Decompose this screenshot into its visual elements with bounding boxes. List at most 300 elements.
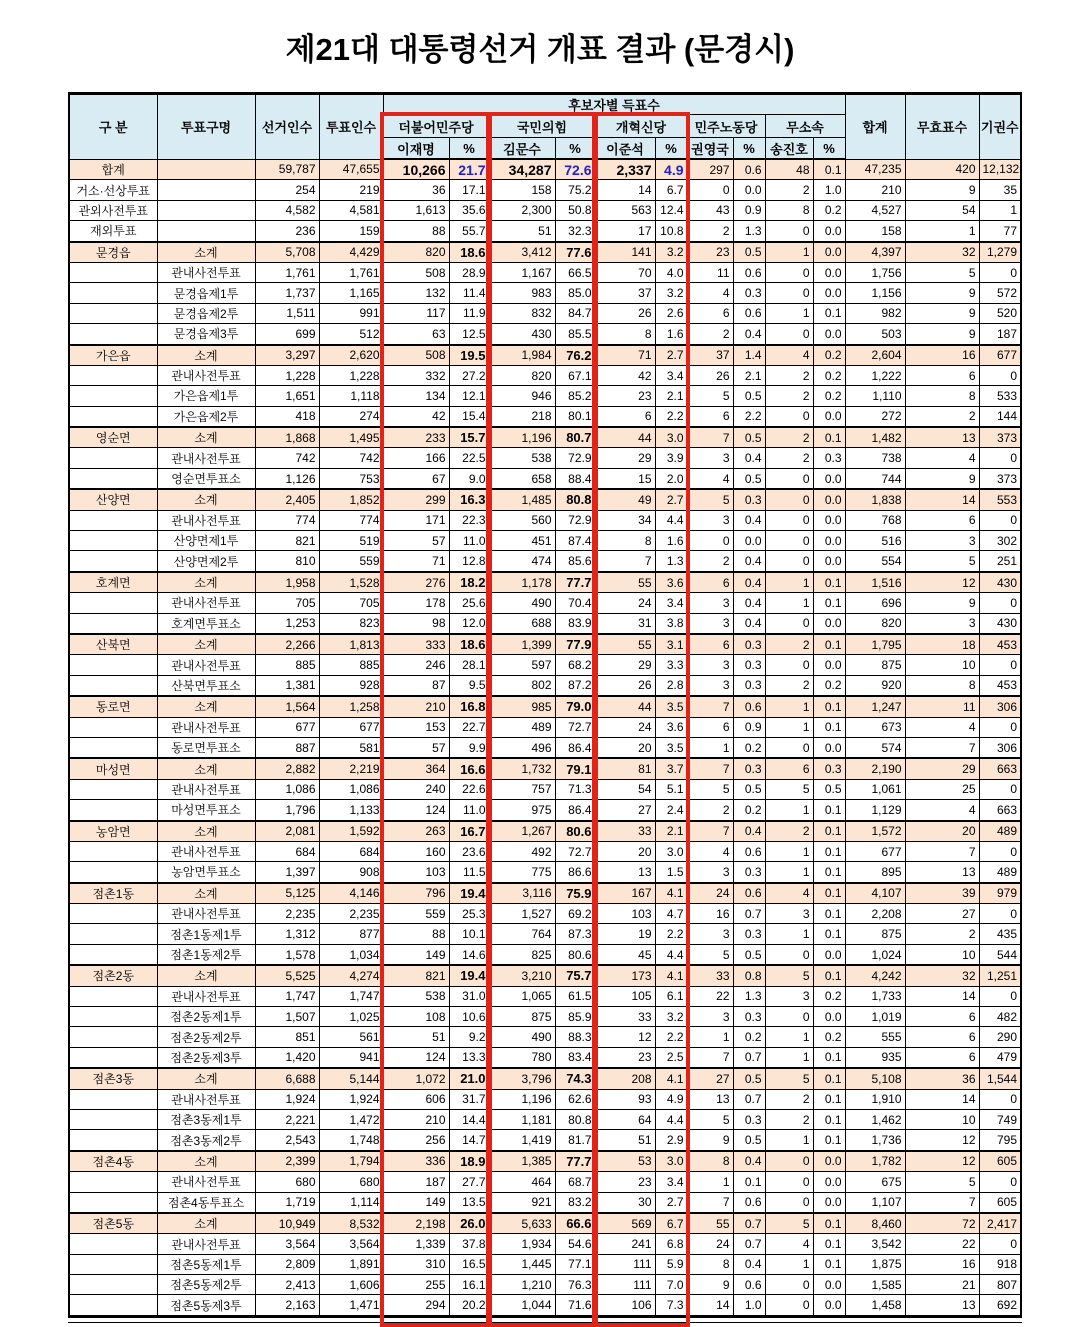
- cell-kms-votes: 802: [489, 675, 555, 696]
- cell-kyg-votes: 27: [687, 1068, 733, 1089]
- cell-abstentions: 0: [979, 448, 1021, 468]
- cell-kyg-votes: 7: [687, 1192, 733, 1213]
- cell-kyg-pct: 0.3: [733, 924, 765, 944]
- cell-sjh-votes: 5: [765, 779, 813, 799]
- cell-kyg-votes: 4: [687, 468, 733, 489]
- cell-group: [69, 717, 157, 737]
- cell-sjh-pct: 0.0: [813, 1295, 845, 1316]
- cell-ljs-pct: 3.4: [655, 593, 687, 613]
- cell-ljs-votes: 103: [595, 904, 655, 924]
- cell-kms-votes: 1,445: [489, 1254, 555, 1274]
- cell-ljm-pct: 21.0: [449, 1068, 489, 1089]
- cell-kms-pct: 70.4: [555, 593, 595, 613]
- cell-electors: 705: [255, 593, 319, 613]
- cell-sjh-votes: 0: [765, 1192, 813, 1213]
- cell-total-votes: 158: [845, 221, 905, 242]
- cell-kyg-votes: 1: [687, 1027, 733, 1047]
- cell-abstentions: 251: [979, 551, 1021, 572]
- cell-ljs-pct: 7.3: [655, 1295, 687, 1316]
- cell-kyg-votes: 8: [687, 1254, 733, 1274]
- cell-ljm-votes: 276: [383, 572, 449, 593]
- cell-station: 관내사전투표: [157, 262, 255, 282]
- cell-sjh-votes: 4: [765, 883, 813, 904]
- cell-kyg-votes: 2: [687, 221, 733, 242]
- cell-kms-pct: 50.8: [555, 200, 595, 220]
- cell-kyg-votes: 7: [687, 696, 733, 717]
- cell-sjh-votes: 0: [765, 1295, 813, 1316]
- cell-station: 점촌3동제2투: [157, 1130, 255, 1151]
- cell-electors: 677: [255, 717, 319, 737]
- cell-invalid-votes: 25: [905, 779, 979, 799]
- cell-sjh-votes: 0: [765, 1007, 813, 1027]
- cell-total-votes: 1,736: [845, 1130, 905, 1151]
- cell-invalid-votes: 3: [905, 531, 979, 551]
- cell-group: [69, 1192, 157, 1213]
- cell-kyg-votes: 7: [687, 427, 733, 448]
- cell-ljm-votes: 42: [383, 406, 449, 427]
- cell-electors: 2,543: [255, 1130, 319, 1151]
- cell-ljm-votes: 124: [383, 800, 449, 821]
- cell-voters: 1,165: [319, 283, 383, 303]
- cell-kyg-pct: 0.0: [733, 531, 765, 551]
- cell-station: 점촌5동제2투: [157, 1275, 255, 1295]
- cell-kms-votes: 1,178: [489, 572, 555, 593]
- cell-kyg-pct: 0.8: [733, 965, 765, 986]
- cell-total-votes: 1,838: [845, 489, 905, 510]
- cell-kms-votes: 490: [489, 1027, 555, 1047]
- table-row: [69, 468, 1021, 489]
- cell-abstentions: 0: [979, 510, 1021, 530]
- table-row: [69, 924, 1021, 944]
- cell-ljs-votes: 55: [595, 572, 655, 593]
- cell-total-votes: 677: [845, 841, 905, 861]
- cell-sjh-votes: 2: [765, 1089, 813, 1109]
- cell-group: [69, 944, 157, 965]
- cell-station: 관내사전투표: [157, 986, 255, 1006]
- cell-kms-votes: 757: [489, 779, 555, 799]
- cell-ljm-pct: 18.2: [449, 572, 489, 593]
- cell-ljs-votes: 55: [595, 634, 655, 655]
- cell-ljs-pct: 5.1: [655, 779, 687, 799]
- cell-kms-pct: 86.4: [555, 737, 595, 758]
- cell-kms-votes: 538: [489, 448, 555, 468]
- cell-ljm-pct: 16.3: [449, 489, 489, 510]
- cell-total-votes: 555: [845, 1027, 905, 1047]
- cell-kyg-pct: 0.3: [733, 1007, 765, 1027]
- cell-voters: 677: [319, 717, 383, 737]
- cell-electors: 887: [255, 737, 319, 758]
- cell-ljs-pct: 2.7: [655, 489, 687, 510]
- cell-ljs-votes: 8: [595, 324, 655, 345]
- cell-total-votes: 920: [845, 675, 905, 696]
- cell-ljs-votes: 42: [595, 365, 655, 385]
- cell-sjh-votes: 1: [765, 1027, 813, 1047]
- table-row: [69, 489, 1021, 510]
- cell-kyg-pct: 0.4: [733, 821, 765, 842]
- cell-sjh-votes: 0: [765, 613, 813, 634]
- cell-abstentions: 35: [979, 180, 1021, 200]
- table-row: [69, 1192, 1021, 1213]
- cell-kms-votes: 1,181: [489, 1109, 555, 1129]
- cell-group: [69, 655, 157, 675]
- cell-abstentions: 0: [979, 1234, 1021, 1254]
- cell-electors: 774: [255, 510, 319, 530]
- cell-station: 관내사전투표: [157, 1172, 255, 1192]
- cell-sjh-pct: 0.1: [813, 634, 845, 655]
- cell-total-votes: 982: [845, 303, 905, 323]
- cell-kms-votes: 5,633: [489, 1213, 555, 1234]
- cell-voters: 519: [319, 531, 383, 551]
- cell-ljm-pct: 10.6: [449, 1007, 489, 1027]
- cell-abstentions: 663: [979, 800, 1021, 821]
- cell-sjh-votes: 1: [765, 572, 813, 593]
- cell-kms-votes: 1,984: [489, 345, 555, 366]
- cell-voters: 823: [319, 613, 383, 634]
- cell-ljs-votes: 141: [595, 242, 655, 263]
- cell-ljs-votes: 15: [595, 468, 655, 489]
- cell-ljs-pct: 1.6: [655, 324, 687, 345]
- table-row: [69, 965, 1021, 986]
- cell-group: [69, 737, 157, 758]
- cell-ljs-pct: 3.6: [655, 572, 687, 593]
- cell-electors: 2,399: [255, 1151, 319, 1172]
- col-percent-3: %: [655, 138, 687, 160]
- cell-ljs-pct: 2.6: [655, 303, 687, 323]
- cell-electors: 3,564: [255, 1234, 319, 1254]
- cell-kms-pct: 81.7: [555, 1130, 595, 1151]
- cell-sjh-votes: 5: [765, 1213, 813, 1234]
- cell-voters: 4,581: [319, 200, 383, 220]
- cell-electors: 1,420: [255, 1047, 319, 1068]
- cell-invalid-votes: 5: [905, 262, 979, 282]
- cell-kms-pct: 71.6: [555, 1295, 595, 1316]
- cell-ljm-votes: 124: [383, 1047, 449, 1068]
- cell-group: [69, 510, 157, 530]
- cell-ljm-pct: 14.6: [449, 944, 489, 965]
- cell-sjh-pct: 1.0: [813, 180, 845, 200]
- col-invalid: 무효표수: [905, 94, 979, 160]
- cell-abstentions: 0: [979, 655, 1021, 675]
- cell-group: [69, 303, 157, 323]
- cell-invalid-votes: 10: [905, 944, 979, 965]
- cell-abstentions: 0: [979, 365, 1021, 385]
- cell-kyg-votes: 297: [687, 159, 733, 180]
- cell-ljs-pct: 3.1: [655, 634, 687, 655]
- cell-kms-votes: 1,167: [489, 262, 555, 282]
- table-row: [69, 221, 1021, 242]
- cell-ljs-pct: 4.4: [655, 510, 687, 530]
- cell-electors: 2,882: [255, 758, 319, 779]
- cell-sjh-votes: 0: [765, 324, 813, 345]
- cell-ljs-pct: 10.8: [655, 221, 687, 242]
- table-row: [69, 303, 1021, 323]
- table-row: [69, 551, 1021, 572]
- cell-sjh-votes: 0: [765, 1275, 813, 1295]
- cell-electors: 2,809: [255, 1254, 319, 1274]
- cell-total-votes: 1,222: [845, 365, 905, 385]
- cell-kyg-votes: 22: [687, 986, 733, 1006]
- cell-ljm-votes: 796: [383, 883, 449, 904]
- cell-voters: 512: [319, 324, 383, 345]
- cell-ljs-pct: 2.2: [655, 924, 687, 944]
- cell-station: 마성면투표소: [157, 800, 255, 821]
- cell-invalid-votes: 8: [905, 386, 979, 406]
- table-row: [69, 944, 1021, 965]
- cell-ljm-pct: 13.5: [449, 1192, 489, 1213]
- cell-station: 산양면제1투: [157, 531, 255, 551]
- cell-group: 점촌3동: [69, 1068, 157, 1089]
- cell-group: [69, 262, 157, 282]
- cell-kms-pct: 62.6: [555, 1089, 595, 1109]
- cell-ljs-pct: 2.2: [655, 406, 687, 427]
- cell-sjh-pct: 0.1: [813, 593, 845, 613]
- cell-invalid-votes: 13: [905, 862, 979, 883]
- cell-ljs-pct: 3.4: [655, 365, 687, 385]
- cell-ljs-votes: 23: [595, 386, 655, 406]
- cell-ljm-votes: 160: [383, 841, 449, 861]
- cell-kyg-pct: 0.4: [733, 572, 765, 593]
- cell-kyg-pct: 0.6: [733, 1192, 765, 1213]
- cell-ljm-pct: 22.3: [449, 510, 489, 530]
- cell-voters: 1,133: [319, 800, 383, 821]
- cell-kyg-votes: 2: [687, 551, 733, 572]
- cell-group: [69, 924, 157, 944]
- cell-ljs-pct: 4.1: [655, 965, 687, 986]
- cell-sjh-votes: 0: [765, 551, 813, 572]
- cell-invalid-votes: 12: [905, 1151, 979, 1172]
- cell-ljs-votes: 106: [595, 1295, 655, 1316]
- cell-kyg-pct: 1.0: [733, 1295, 765, 1316]
- cell-kms-pct: 69.2: [555, 904, 595, 924]
- cell-voters: 1,025: [319, 1007, 383, 1027]
- cell-ljm-votes: 256: [383, 1130, 449, 1151]
- cell-invalid-votes: 9: [905, 593, 979, 613]
- cell-kms-votes: 496: [489, 737, 555, 758]
- cell-ljs-pct: 3.7: [655, 758, 687, 779]
- cell-kms-pct: 77.1: [555, 1254, 595, 1274]
- cell-kms-votes: 489: [489, 717, 555, 737]
- cell-ljs-pct: 4.9: [655, 159, 687, 180]
- table-bottom-accounting-line: [68, 1322, 1022, 1323]
- cell-sjh-votes: 2: [765, 634, 813, 655]
- cell-abstentions: 918: [979, 1254, 1021, 1274]
- table-row: [69, 904, 1021, 924]
- cell-abstentions: 0: [979, 841, 1021, 861]
- cell-ljs-votes: 208: [595, 1068, 655, 1089]
- table-row: [69, 737, 1021, 758]
- cell-ljm-pct: 12.1: [449, 386, 489, 406]
- cell-group: [69, 1295, 157, 1316]
- cell-invalid-votes: 12: [905, 572, 979, 593]
- results-table-container: [68, 92, 1022, 1318]
- cell-sjh-pct: 0.0: [813, 242, 845, 263]
- cell-kyg-pct: 0.2: [733, 737, 765, 758]
- cell-kyg-pct: 0.6: [733, 696, 765, 717]
- cell-kyg-votes: 23: [687, 242, 733, 263]
- cell-kyg-votes: 5: [687, 1109, 733, 1129]
- cell-electors: 6,688: [255, 1068, 319, 1089]
- cell-total-votes: 1,024: [845, 944, 905, 965]
- cell-invalid-votes: 6: [905, 1007, 979, 1027]
- cell-kyg-votes: 13: [687, 1089, 733, 1109]
- cell-station: 농암면투표소: [157, 862, 255, 883]
- cell-electors: 5,125: [255, 883, 319, 904]
- cell-sjh-pct: 0.2: [813, 986, 845, 1006]
- cell-electors: 1,868: [255, 427, 319, 448]
- cell-electors: 3,297: [255, 345, 319, 366]
- cell-electors: 2,405: [255, 489, 319, 510]
- cell-sjh-pct: 0.1: [813, 1234, 845, 1254]
- cell-kyg-votes: 3: [687, 1007, 733, 1027]
- cell-electors: 851: [255, 1027, 319, 1047]
- cell-total-votes: 4,397: [845, 242, 905, 263]
- cell-kyg-pct: 0.7: [733, 1047, 765, 1068]
- cell-kms-votes: 3,796: [489, 1068, 555, 1089]
- cell-ljm-votes: 149: [383, 1192, 449, 1213]
- cell-ljm-pct: 18.6: [449, 634, 489, 655]
- cell-group: 거소·선상투표: [69, 180, 157, 200]
- cell-abstentions: 453: [979, 634, 1021, 655]
- cell-ljs-pct: 2.4: [655, 800, 687, 821]
- cell-ljm-pct: 17.1: [449, 180, 489, 200]
- cell-kyg-pct: 0.3: [733, 862, 765, 883]
- cell-sjh-pct: 0.0: [813, 531, 845, 551]
- cell-voters: 1,924: [319, 1089, 383, 1109]
- col-total: 합계: [845, 94, 905, 160]
- cell-sjh-pct: 0.1: [813, 159, 845, 180]
- cell-kyg-votes: 3: [687, 448, 733, 468]
- cell-abstentions: 489: [979, 862, 1021, 883]
- cell-kyg-votes: 6: [687, 572, 733, 593]
- table-row: [69, 800, 1021, 821]
- cell-station: 점촌2동제3투: [157, 1047, 255, 1068]
- cell-abstentions: 0: [979, 262, 1021, 282]
- cell-ljm-pct: 28.1: [449, 655, 489, 675]
- cell-kms-votes: 921: [489, 1192, 555, 1213]
- cell-group: 산북면: [69, 634, 157, 655]
- cell-ljm-pct: 9.9: [449, 737, 489, 758]
- cell-ljs-votes: 105: [595, 986, 655, 1006]
- cell-electors: 1,719: [255, 1192, 319, 1213]
- table-row: [69, 717, 1021, 737]
- table-row: [69, 1109, 1021, 1129]
- cell-ljm-pct: 11.0: [449, 531, 489, 551]
- cell-voters: 4,146: [319, 883, 383, 904]
- cell-total-votes: 675: [845, 1172, 905, 1192]
- col-electors: 선거인수: [255, 94, 319, 160]
- cell-kyg-votes: 3: [687, 510, 733, 530]
- col-democratic-party: 더불어민주당: [383, 115, 489, 138]
- cell-kms-votes: 658: [489, 468, 555, 489]
- cell-kyg-pct: 0.5: [733, 242, 765, 263]
- col-candidate-song-jin-ho: 송진호: [765, 138, 813, 160]
- cell-station: 동로면투표소: [157, 737, 255, 758]
- cell-ljm-pct: 19.5: [449, 345, 489, 366]
- cell-kms-pct: 85.5: [555, 324, 595, 345]
- cell-ljm-pct: 15.7: [449, 427, 489, 448]
- cell-sjh-pct: 0.2: [813, 675, 845, 696]
- cell-group: 재외투표: [69, 221, 157, 242]
- cell-ljm-votes: 134: [383, 386, 449, 406]
- col-percent-2: %: [555, 138, 595, 160]
- cell-sjh-votes: 5: [765, 1068, 813, 1089]
- cell-electors: 4,582: [255, 200, 319, 220]
- cell-ljs-votes: 241: [595, 1234, 655, 1254]
- table-row: [69, 1295, 1021, 1316]
- cell-ljm-pct: 16.6: [449, 758, 489, 779]
- cell-total-votes: 4,527: [845, 200, 905, 220]
- cell-voters: 991: [319, 303, 383, 323]
- cell-kyg-votes: 7: [687, 1047, 733, 1068]
- cell-station: [157, 200, 255, 220]
- cell-voters: 4,274: [319, 965, 383, 986]
- cell-sjh-pct: 0.1: [813, 1213, 845, 1234]
- cell-voters: 1,228: [319, 365, 383, 385]
- cell-station: 소계: [157, 345, 255, 366]
- cell-kyg-pct: 0.4: [733, 1254, 765, 1274]
- cell-invalid-votes: 6: [905, 365, 979, 385]
- cell-kyg-pct: 1.3: [733, 986, 765, 1006]
- cell-ljm-votes: 559: [383, 904, 449, 924]
- cell-invalid-votes: 4: [905, 717, 979, 737]
- cell-total-votes: 1,061: [845, 779, 905, 799]
- cell-ljs-pct: 6.1: [655, 986, 687, 1006]
- cell-kms-votes: 1,732: [489, 758, 555, 779]
- cell-ljs-pct: 2.7: [655, 1192, 687, 1213]
- cell-ljm-pct: 25.3: [449, 904, 489, 924]
- cell-electors: 1,086: [255, 779, 319, 799]
- cell-abstentions: 520: [979, 303, 1021, 323]
- table-row: [69, 821, 1021, 842]
- cell-group: [69, 986, 157, 1006]
- cell-invalid-votes: 18: [905, 634, 979, 655]
- cell-invalid-votes: 9: [905, 303, 979, 323]
- cell-kms-pct: 80.8: [555, 1109, 595, 1129]
- cell-abstentions: 373: [979, 468, 1021, 489]
- cell-group: 가은읍: [69, 345, 157, 366]
- cell-total-votes: 820: [845, 613, 905, 634]
- cell-ljm-pct: 14.4: [449, 1109, 489, 1129]
- cell-ljs-votes: 23: [595, 1047, 655, 1068]
- cell-voters: 753: [319, 468, 383, 489]
- cell-kms-votes: 688: [489, 613, 555, 634]
- cell-sjh-votes: 0: [765, 221, 813, 242]
- cell-sjh-votes: 0: [765, 406, 813, 427]
- cell-sjh-pct: 0.1: [813, 1109, 845, 1129]
- cell-abstentions: 77: [979, 221, 1021, 242]
- cell-sjh-votes: 4: [765, 1234, 813, 1254]
- cell-ljs-votes: 49: [595, 489, 655, 510]
- cell-invalid-votes: 4: [905, 800, 979, 821]
- cell-ljm-votes: 63: [383, 324, 449, 345]
- cell-group: [69, 406, 157, 427]
- table-row: [69, 634, 1021, 655]
- cell-ljs-votes: 24: [595, 593, 655, 613]
- cell-station: 관내사전투표: [157, 655, 255, 675]
- cell-kyg-votes: 3: [687, 862, 733, 883]
- cell-total-votes: 1,795: [845, 634, 905, 655]
- cell-sjh-pct: 0.1: [813, 821, 845, 842]
- cell-total-votes: 2,208: [845, 904, 905, 924]
- cell-kms-votes: 492: [489, 841, 555, 861]
- cell-ljm-votes: 820: [383, 242, 449, 263]
- cell-kyg-pct: 0.7: [733, 904, 765, 924]
- cell-ljm-votes: 67: [383, 468, 449, 489]
- cell-ljm-votes: 171: [383, 510, 449, 530]
- cell-kms-votes: 218: [489, 406, 555, 427]
- cell-ljs-pct: 5.9: [655, 1254, 687, 1274]
- cell-ljm-pct: 55.7: [449, 221, 489, 242]
